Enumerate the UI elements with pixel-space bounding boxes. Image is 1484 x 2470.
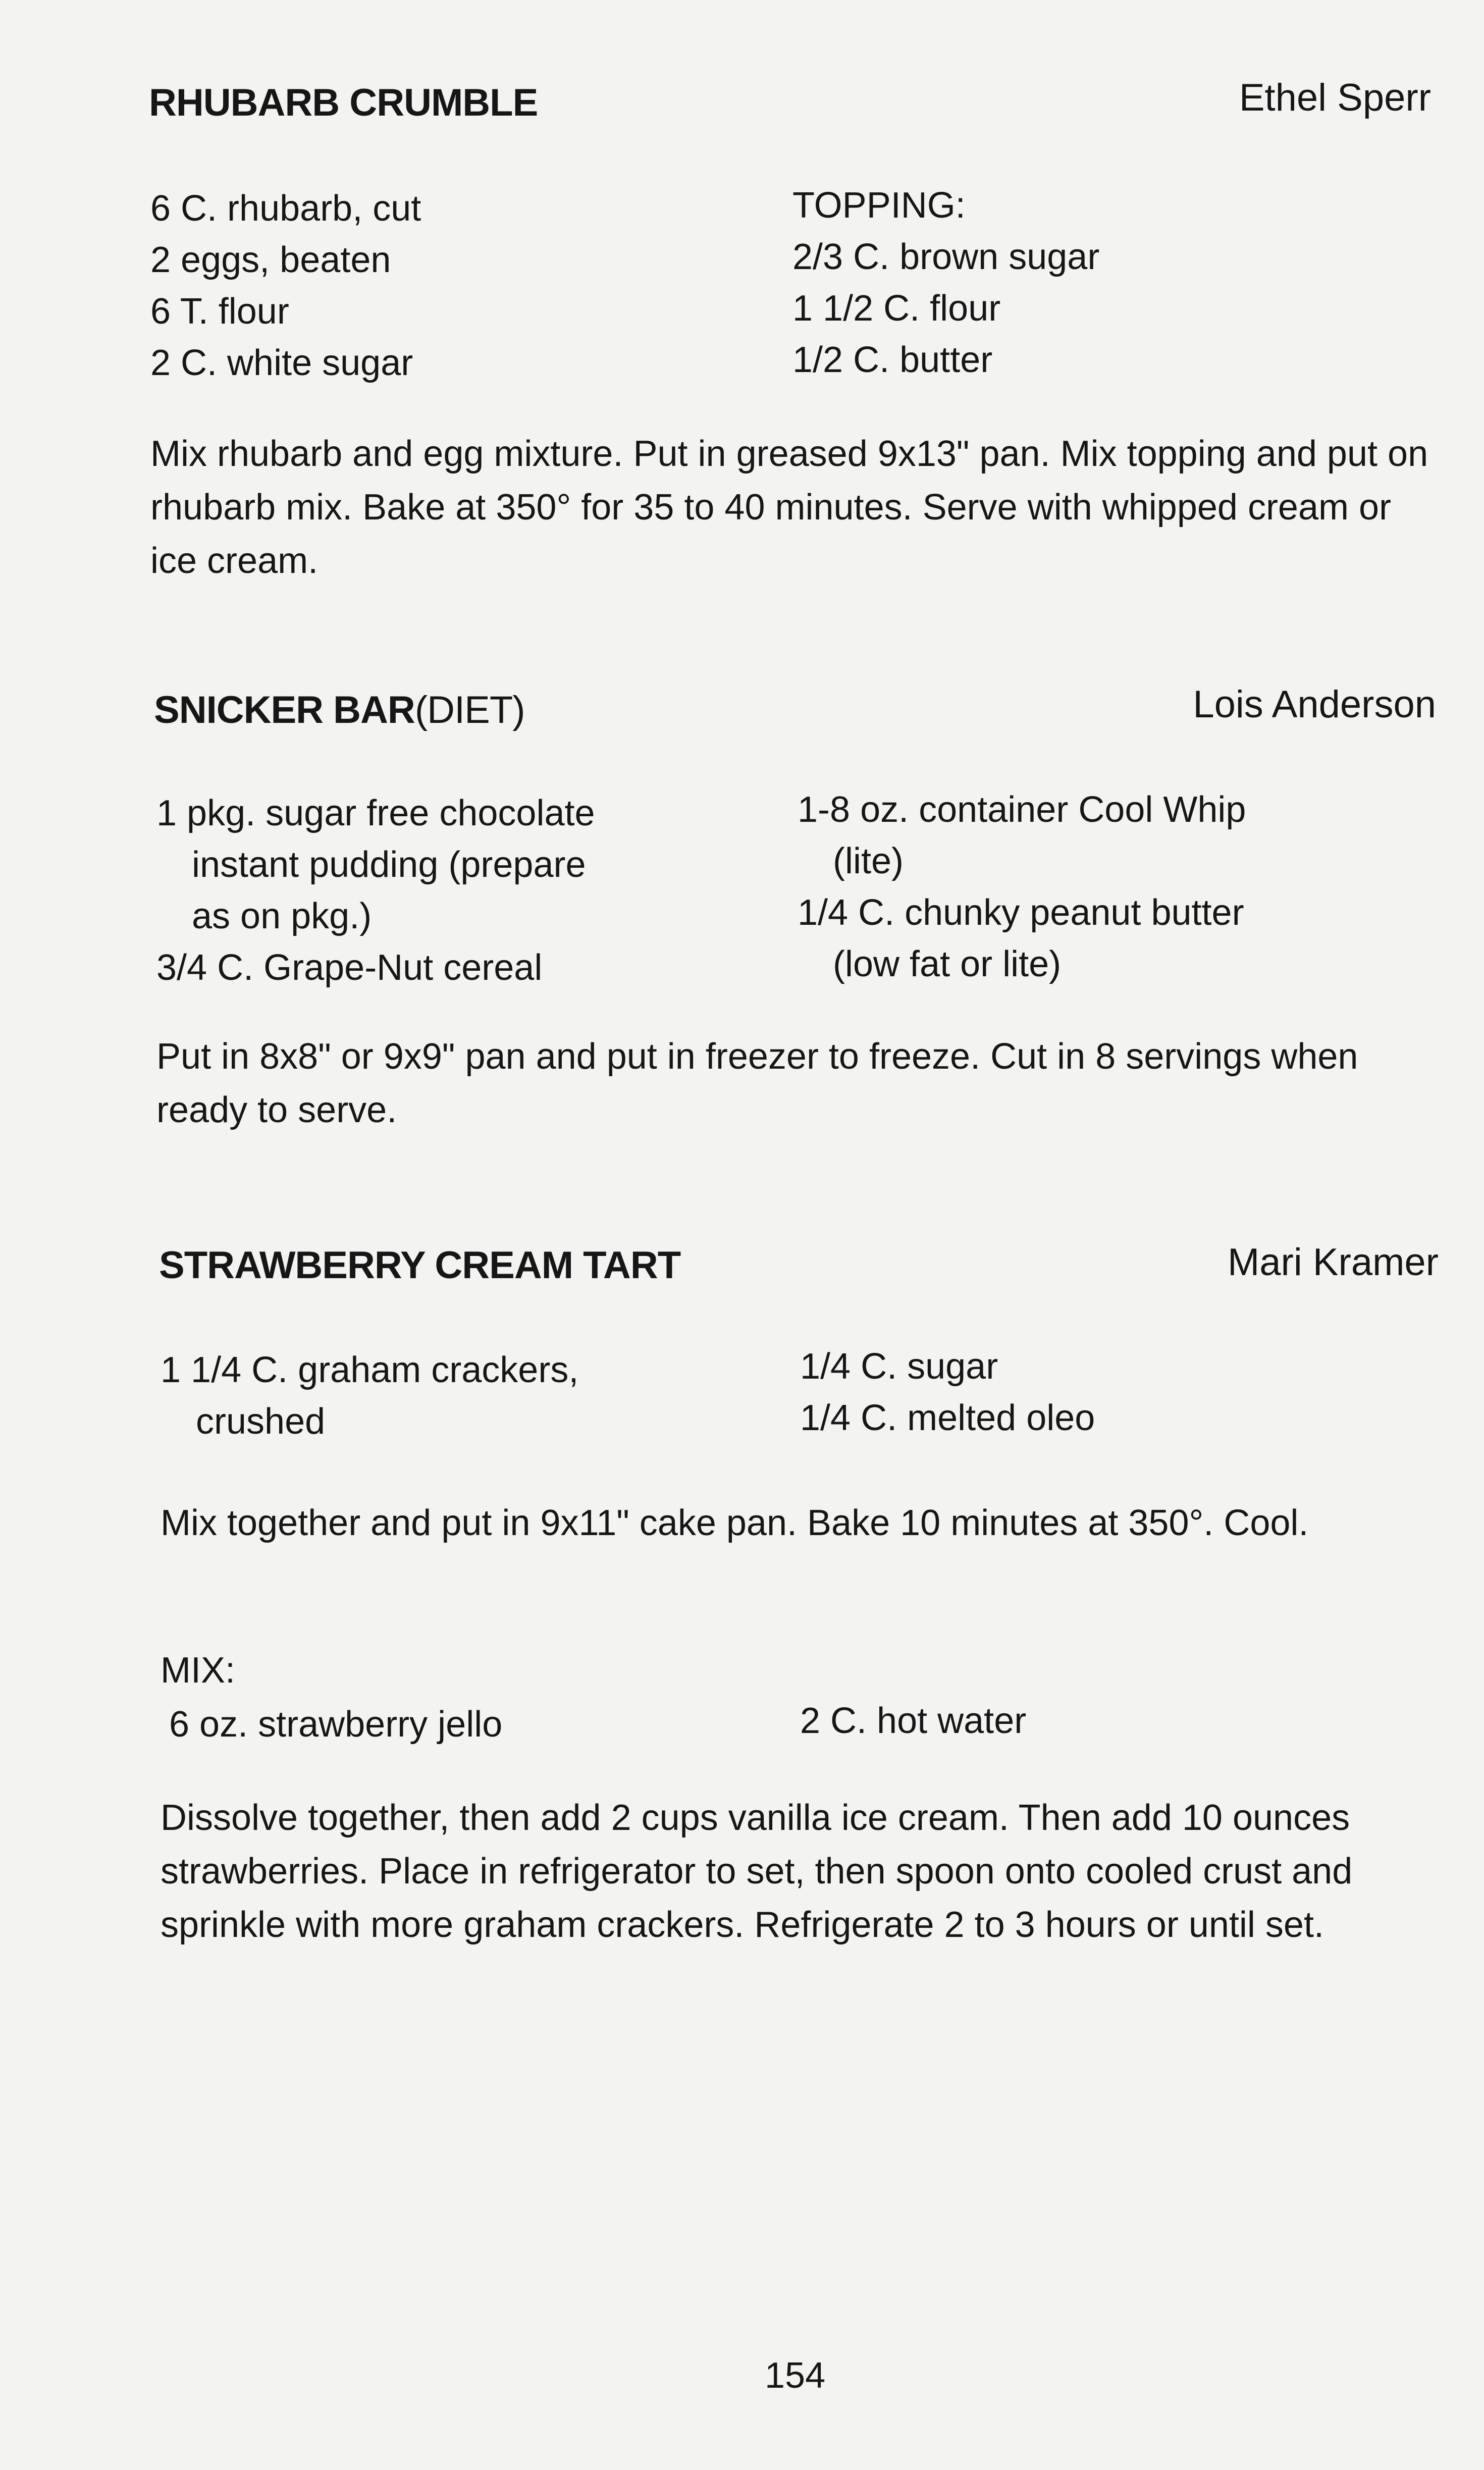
ingredient: 1 pkg. sugar free chocolate bbox=[156, 793, 595, 833]
recipe-author: Ethel Sperr bbox=[1239, 76, 1431, 119]
recipe-directions: Mix together and put in 9x11" cake pan. Bake 10 minutes at 350°. Cool. bbox=[161, 1503, 1309, 1543]
recipe-author: Lois Anderson bbox=[1193, 683, 1436, 726]
ingredient-list-left bbox=[161, 1344, 578, 1447]
ingredient: 6 C. rhubarb, cut bbox=[150, 188, 421, 229]
ingredient: 1-8 oz. container Cool Whip bbox=[798, 790, 1246, 830]
recipe-subtitle: (DIET) bbox=[414, 689, 525, 731]
ingredient: 2 C. white sugar bbox=[150, 343, 413, 383]
ingredient: 1/4 C. melted oleo bbox=[800, 1398, 1095, 1438]
ingredient-list-left bbox=[150, 183, 421, 389]
ingredient: 1/4 C. chunky peanut butter bbox=[798, 892, 1244, 933]
mix-label: MIX: bbox=[161, 1650, 236, 1691]
ingredient: 3/4 C. Grape-Nut cereal bbox=[156, 948, 543, 988]
recipe-directions: Put in 8x8" or 9x9" pan and put in freezer to freeze. Cut in 8 servings when ready to serve. bbox=[156, 1036, 1358, 1130]
ingredient: 2 eggs, beaten bbox=[150, 240, 391, 280]
mix-ingredient-left: 6 oz. strawberry jello bbox=[169, 1704, 503, 1745]
ingredient: 1 1/2 C. flour bbox=[792, 288, 1001, 329]
recipe-directions-continued: Dissolve together, then add 2 cups vanilla ice cream. Then add 10 ounces strawberries. Place in refrigerator to set, then spoon onto cooled crust and sprinkle with more graham crackers. Refrigerate 2 to 3 hours or until set. bbox=[161, 1798, 1353, 1945]
recipe-title: RHUBARB CRUMBLE bbox=[149, 81, 538, 124]
ingredient: 1/2 C. butter bbox=[792, 340, 993, 380]
recipe-title-text: SNICKER BAR bbox=[154, 689, 415, 731]
ingredient-list-right bbox=[792, 180, 1099, 386]
ingredient: 6 T. flour bbox=[150, 291, 289, 332]
ingredient: 1 1/4 C. graham crackers, bbox=[161, 1350, 579, 1390]
ingredient-continued: (low fat or lite) bbox=[833, 944, 1062, 984]
ingredient-continued: instant pudding (prepare bbox=[192, 845, 586, 885]
recipe-author: Mari Kramer bbox=[1227, 1241, 1439, 1284]
recipe-directions: Mix rhubarb and egg mixture. Put in greased 9x13" pan. Mix topping and put on rhubarb mix. Bake at 350° for 35 to 40 minutes. Serve with whipped cream or ice cream. bbox=[150, 434, 1428, 581]
ingredient-heading: TOPPING: bbox=[792, 185, 966, 226]
recipe-title: STRAWBERRY CREAM TART bbox=[159, 1244, 681, 1287]
ingredient-continued: crushed bbox=[196, 1401, 326, 1442]
ingredient-list-right bbox=[798, 784, 1246, 990]
ingredient-list-right bbox=[800, 1341, 1095, 1444]
ingredient-continued: as on pkg.) bbox=[192, 896, 372, 936]
ingredient-continued: (lite) bbox=[833, 841, 904, 881]
ingredient: 1/4 C. sugar bbox=[800, 1346, 998, 1387]
mix-ingredient-right: 2 C. hot water bbox=[800, 1701, 1027, 1741]
recipe-title bbox=[154, 688, 525, 732]
ingredient: 2/3 C. brown sugar bbox=[792, 237, 1100, 277]
ingredient-list-left bbox=[156, 787, 595, 993]
page-number: 154 bbox=[765, 2355, 826, 2396]
